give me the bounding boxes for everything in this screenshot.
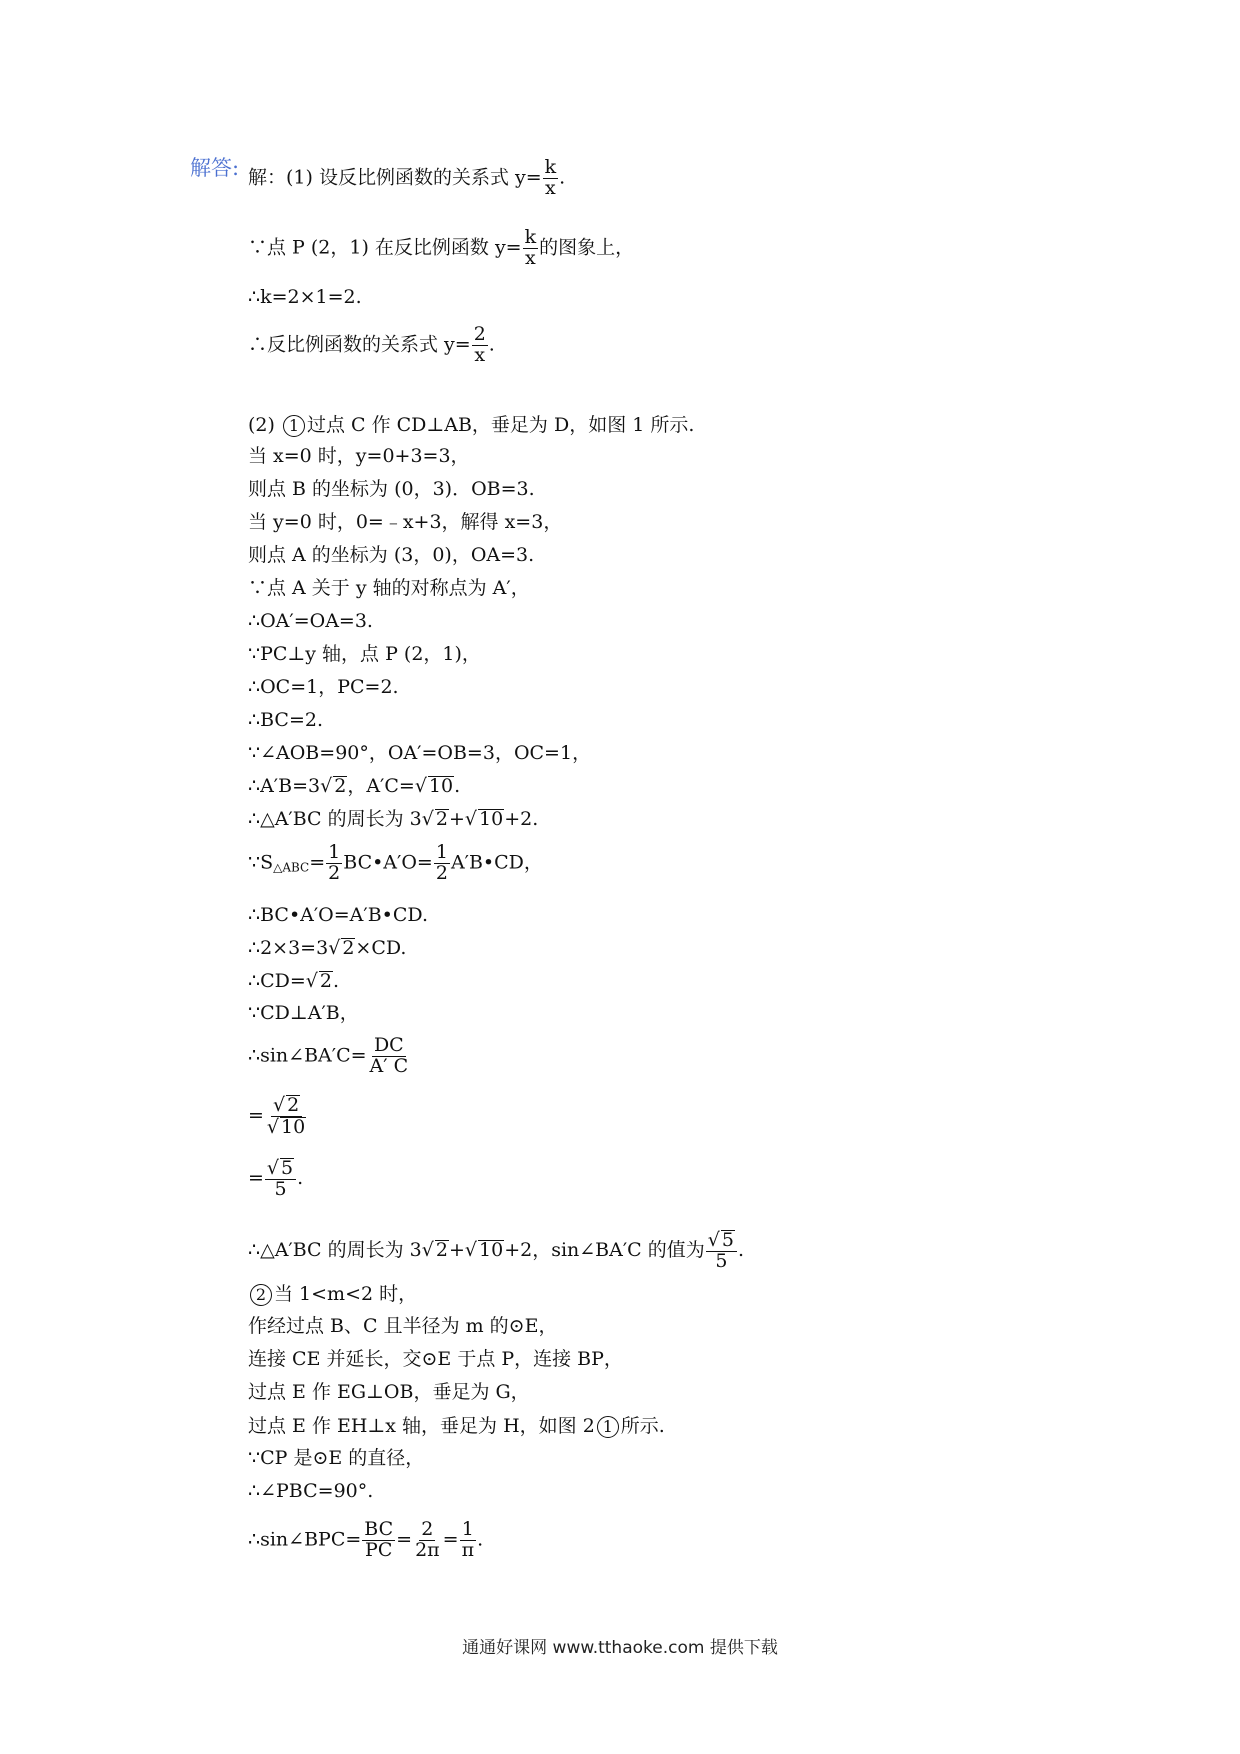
page-footer: 通通好课网 www.tthaoke.com 提供下载 (462, 1638, 778, 1658)
solution-line-4: ∴反比例函数的关系式 y= $\frac{2}{x}$ . (248, 323, 495, 366)
solution-line-12: ∵PC⊥y 轴，点 P (2，1)， (248, 643, 481, 665)
solution-line-1: 解：(1) 设反比例函数的关系式 y= $\frac{k}{x}$ . (248, 156, 566, 199)
circled-number-2: 2 (250, 1284, 272, 1306)
fraction-one-half: $\frac{1}{2}$ (328, 841, 341, 884)
solution-line-27: 2 当 1<m<2 时， (248, 1284, 417, 1306)
radicand: 2 (319, 970, 332, 992)
fraction-root5-over-5: $\frac{√ 5}{5}$ (706, 1230, 737, 1272)
radicand: 10 (428, 775, 454, 797)
answer-label: 解答: (190, 156, 240, 180)
solution-line-33: ∴∠PBC=90°. (248, 1480, 374, 1502)
solution-line-32: ∵CP 是⊙E 的直径， (248, 1447, 425, 1469)
solution-line-14: ∴BC=2. (248, 709, 323, 731)
radicand: 10 (479, 808, 504, 830)
solution-line-31: 过点 E 作 EH⊥x 轴，垂足为 H，如图 2 1 所示. (248, 1415, 665, 1437)
solution-line-2: ∵点 P (2，1) 在反比例函数 y= $\frac{k}{x}$ 的图象上， (248, 226, 635, 269)
solution-line-18: $\because S_{\triangle ABC}=$ $\frac{1}{2}$ BC•A′O= $\frac{1}{2}$ A′B•CD， (248, 841, 543, 884)
solution-line-9: 则点 A 的坐标为 (3，0)，OA=3. (248, 544, 535, 566)
fraction-bc-over-pc: $\frac{BC}{PC}$ (364, 1518, 394, 1561)
solution-line-26: ∴△A′BC 的周长为 3√ 2+√ 10+2，sin∠BA′C 的值为 $\frac{√ 5}{5}$ . (248, 1229, 745, 1272)
solution-line-17: ∴△A′BC 的周长为 3√ 2+√ 10+2. (248, 808, 539, 830)
circled-number-1: 1 (597, 1416, 619, 1438)
fraction-dc-over-ac: $\frac{DC}{A' C}$ (369, 1034, 409, 1077)
solution-line-23: ∴sin∠BA′C= $\frac{DC}{A' C}$ (248, 1034, 409, 1077)
fraction-root5-over-5: $\frac{√ 5}{5}$ (265, 1158, 296, 1200)
fraction-root2-over-root10: $\frac{√ 2}{√ 10}$ (266, 1094, 306, 1138)
radicand: 2 (342, 937, 355, 959)
radicand: 10 (479, 1238, 504, 1261)
solution-line-13: ∴OC=1，PC=2. (248, 676, 399, 698)
solution-line-16: ∴A′B=3√ 2，A′C=√ 10. (248, 775, 461, 797)
solution-line-6: 当 x=0 时，y=0+3=3， (248, 445, 470, 467)
radicand: 2 (334, 775, 347, 797)
solution-line-29: 连接 CE 并延长，交⊙E 于点 P，连接 BP， (248, 1348, 623, 1370)
solution-line-7: 则点 B 的坐标为 (0，3)．OB=3. (248, 478, 535, 500)
solution-line-21: ∴CD=√ 2. (248, 970, 340, 992)
radicand: 2 (435, 1238, 448, 1261)
solution-line-10: ∵点 A 关于 y 轴的对称点为 A′， (248, 577, 530, 599)
solution-line-15: ∵∠AOB=90°，OA′=OB=3，OC=1， (248, 742, 592, 764)
solution-line-25: = $\frac{√ 5}{5}$ . (248, 1157, 304, 1200)
solution-line-22: ∵CD⊥A′B， (248, 1002, 359, 1024)
fraction-k-over-x: $\frac{k}{x}$ (544, 156, 557, 199)
solution-line-8: 当 y=0 时，0=﹣x+3，解得 x=3， (248, 511, 563, 533)
solution-line-5: (2) 1 过点 C 作 CD⊥AB，垂足为 D，如图 1 所示. (248, 414, 695, 436)
solution-line-20: ∴2×3=3√ 2×CD. (248, 937, 407, 959)
fraction-2-over-x: $\frac{2}{x}$ (473, 323, 486, 366)
solution-line-3: ∴k=2×1=2. (248, 286, 362, 308)
fraction-k-over-x: $\frac{k}{x}$ (524, 226, 537, 269)
fraction-2-over-2pi: $\frac{2}{2\pi}$ (415, 1518, 440, 1561)
solution-line-28: 作经过点 B、C 且半径为 m 的⊙E， (248, 1315, 558, 1337)
solution-line-24: = $\frac{√ 2}{√ 10}$ (248, 1095, 309, 1138)
solution-line-30: 过点 E 作 EG⊥OB，垂足为 G， (248, 1381, 530, 1403)
solution-line-34: ∴sin∠BPC= $\frac{BC}{PC}$ = $\frac{2}{2\pi}$ = $\frac{1}{\pi}$ . (248, 1518, 484, 1561)
radicand: 2 (435, 808, 448, 830)
fraction-one-half: $\frac{1}{2}$ (435, 841, 448, 884)
circled-number-1: 1 (283, 415, 305, 437)
solution-line-19: ∴BC•A′O=A′B•CD. (248, 904, 429, 926)
solution-line-11: ∴OA′=OA=3. (248, 610, 373, 632)
fraction-1-over-pi: $\frac{1}{\pi}$ (461, 1518, 475, 1561)
